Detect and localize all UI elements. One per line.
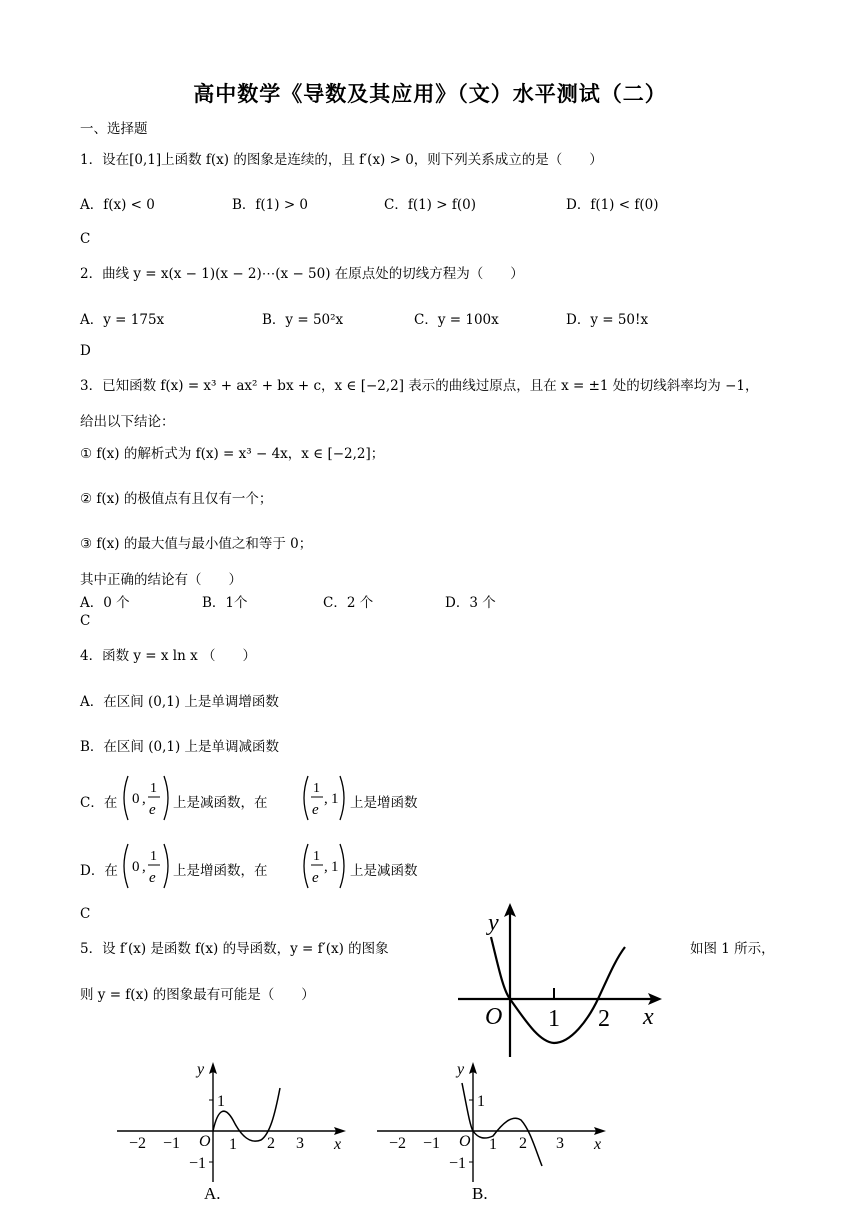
question-5-ask: 则 y = f(x) 的图象最有可能是（ ） [80, 987, 315, 1003]
svg-text:1: 1 [150, 849, 157, 864]
svg-text:y: y [197, 1061, 205, 1078]
svg-text:−1: −1 [449, 1155, 467, 1172]
y-axis-label: y [488, 910, 499, 936]
question-3-option-d[interactable]: D．3 个 [445, 595, 496, 611]
svg-text:,: , [142, 859, 146, 875]
question-3-stem: 3．已知函数 f(x) = x³ + ax² + bx + c，x ∈ [−2,2] 表示的曲线过原点，且在 x = ±1 处的切线斜率均为 −1， [80, 378, 759, 394]
fraction-numerator: 1 [150, 781, 157, 796]
svg-text:2: 2 [267, 1135, 275, 1152]
question-4-option-a[interactable]: A．在区间 (0,1) 上是单调增函数 [80, 694, 279, 710]
tick-label: 1 [548, 1006, 560, 1032]
svg-text:,: , [324, 791, 328, 807]
svg-text:3: 3 [556, 1135, 564, 1152]
option-c-suffix: 上是增函数 [350, 795, 418, 811]
question-2-option-c[interactable]: C．y = 100x [414, 312, 499, 328]
svg-text:1: 1 [217, 1093, 225, 1110]
svg-text:2: 2 [519, 1135, 527, 1152]
question-3-option-a[interactable]: A．0 个 [80, 595, 130, 611]
option-d-prefix: D．在 [80, 863, 118, 879]
svg-text:1: 1 [331, 791, 339, 807]
svg-text:0: 0 [132, 859, 140, 875]
svg-text:,: , [324, 859, 328, 875]
question-5-stem-end: 如图 1 所示， [690, 941, 775, 957]
svg-text:1: 1 [229, 1136, 237, 1153]
question-1-option-c[interactable]: C．f(1) > f(0) [384, 197, 476, 213]
question-4-answer: C [80, 906, 91, 922]
option-b-caption: B. [472, 1184, 488, 1203]
svg-text:O: O [459, 1133, 471, 1150]
svg-text:3: 3 [296, 1135, 304, 1152]
question-4-option-c[interactable] [80, 772, 420, 824]
question-2-option-a[interactable]: A．y = 175x [80, 312, 165, 328]
question-1-stem: 1．设在[0,1]上函数 f(x) 的图象是连续的，且 f′(x) > 0，则下列关系成立的是（ ） [80, 152, 603, 168]
svg-text:−2: −2 [129, 1135, 147, 1152]
svg-text:−2: −2 [389, 1135, 407, 1152]
tick-label: 2 [598, 1006, 610, 1032]
svg-text:e: e [312, 802, 319, 818]
svg-text:e: e [149, 870, 156, 886]
svg-text:1: 1 [331, 859, 339, 875]
question-3-option-b[interactable]: B．1个 [202, 595, 248, 611]
svg-text:1: 1 [489, 1136, 497, 1153]
option-c-prefix: C．在 [80, 795, 118, 811]
question-3-conclusion-2: ② f(x) 的极值点有且仅有一个； [80, 491, 273, 507]
svg-text:1: 1 [477, 1093, 485, 1110]
svg-text:−1: −1 [423, 1135, 441, 1152]
svg-text:−1: −1 [189, 1155, 207, 1172]
section-heading: 一、选择题 [80, 121, 148, 137]
svg-text:1: 1 [313, 849, 320, 864]
question-2-stem: 2．曲线 y = x(x − 1)(x − 2)⋯(x − 50) 在原点处的切线方程为（ ） [80, 266, 524, 282]
figure-1-derivative-graph [455, 900, 670, 1060]
question-3-conclusion-1: ① f(x) 的解析式为 f(x) = x³ − 4x，x ∈ [−2,2]； [80, 446, 385, 462]
svg-text:x: x [594, 1136, 602, 1153]
svg-text:,: , [142, 791, 146, 807]
question-4-option-d[interactable] [80, 840, 420, 892]
x-axis-label: x [643, 1004, 654, 1030]
question-1-option-d[interactable]: D．f(1) < f(0) [566, 197, 659, 213]
option-a-caption: A. [204, 1184, 221, 1203]
question-5-option-a-graph[interactable] [112, 1058, 352, 1208]
svg-text:−1: −1 [163, 1135, 181, 1152]
svg-text:y: y [457, 1061, 465, 1078]
question-5-stem: 5．设 f′(x) 是函数 f(x) 的导函数，y = f′(x) 的图象 [80, 941, 389, 957]
question-2-option-d[interactable]: D．y = 50!x [566, 312, 649, 328]
interval-zero: 0 [132, 791, 140, 807]
option-d-middle: 上是增函数，在 [173, 863, 268, 879]
question-5-option-b-graph[interactable] [372, 1058, 612, 1208]
question-3-answer: C [80, 613, 91, 629]
question-1-answer: C [80, 231, 91, 247]
question-3-option-c[interactable]: C．2 个 [323, 595, 374, 611]
question-1-option-a[interactable]: A．f(x) < 0 [80, 197, 155, 213]
question-3-stem-continued: 给出以下结论： [80, 414, 175, 430]
question-3-conclusion-3: ③ f(x) 的最大值与最小值之和等于 0； [80, 536, 313, 552]
question-2-option-b[interactable]: B．y = 50²x [262, 312, 344, 328]
option-c-middle: 上是减函数，在 [173, 795, 268, 811]
svg-text:O: O [199, 1133, 211, 1150]
svg-text:1: 1 [313, 781, 320, 796]
option-d-suffix: 上是减函数 [350, 863, 418, 879]
fraction-denominator: e [149, 802, 156, 818]
question-1-option-b[interactable]: B．f(1) > 0 [232, 197, 309, 213]
origin-label: O [485, 1004, 503, 1030]
question-2-answer: D [80, 343, 91, 359]
question-4-stem: 4．函数 y = x ln x （ ） [80, 648, 257, 664]
question-3-ask: 其中正确的结论有（ ） [80, 572, 242, 588]
question-4-option-b[interactable]: B．在区间 (0,1) 上是单调减函数 [80, 739, 280, 755]
svg-text:e: e [312, 870, 319, 886]
svg-text:x: x [334, 1136, 342, 1153]
page-title: 高中数学《导数及其应用》（文）水平测试（二） [193, 81, 667, 106]
